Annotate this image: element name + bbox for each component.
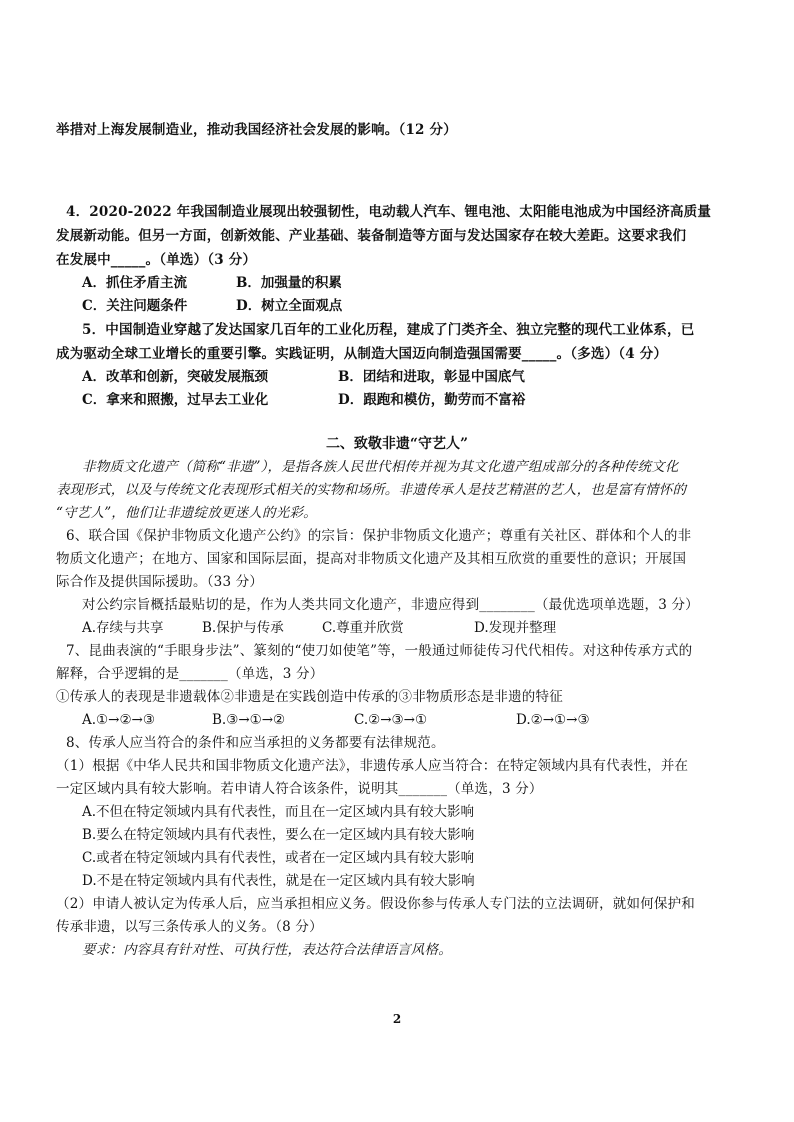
q6-line-3: 际合作及提供国际援助。（33 分） xyxy=(56,574,264,590)
q8-requirement: 要求：内容具有针对性、可执行性，表达符合法律语言风格。 xyxy=(82,942,452,958)
q5-option-b: B．团结和进取，彰显中国底气 xyxy=(338,369,525,385)
q8-sub1-line-2: 一定区域内具有较大影响。若申请人符合该条件，说明其_______（单选，3 分） xyxy=(56,781,543,797)
q6-line-2: 物质文化遗产；在地方、国家和国际层面，提高对非物质文化遗产及其相互欣赏的重要性的意识；开展国 xyxy=(56,551,687,567)
q4-option-c: C．关注问题条件 xyxy=(82,298,188,314)
q8-sub1-line-1: （1）根据《中华人民共和国非物质文化遗产法》，非遗传承人应当符合：在特定领域内具有代表性，并在 xyxy=(56,758,689,774)
q6-option-c: C.尊重并欣赏 xyxy=(322,620,404,636)
section-2-intro-1: 非物质文化遗产（简称“非遗”），是指各族人民世代相传并视为其文化遗产组成部分的各种传统文化 xyxy=(82,459,679,475)
q4-line-2: 发展新动能。但另一方面，创新效能、产业基础、装备制造等方面与发达国家存在较大差距。这要求我们 xyxy=(56,228,687,244)
section-2-title: 二、致敬非遗“守艺人” xyxy=(325,436,469,452)
q8-sub2-line-2: 传承非遗，以写三条传承人的义务。（8 分） xyxy=(56,919,323,935)
q8-option-d: D.不是在特定领域内具有代表性，就是在一定区域内具有较大影响 xyxy=(82,873,475,889)
q4-option-b: B．加强量的积累 xyxy=(236,275,342,291)
q5-option-a: A．改革和创新，突破发展瓶颈 xyxy=(82,369,268,385)
q5-line-2: 成为驱动全球工业增长的重要引擎。实践证明，从制造大国迈向制造强国需要_____。（多选）（4 分） xyxy=(56,346,668,362)
q7-option-c: C.②→③→① xyxy=(354,712,428,728)
q7-option-b: B.③→①→② xyxy=(212,712,286,728)
q6-option-a: A.存续与共享 xyxy=(82,620,164,636)
q4-line-1: 4．2020-2022 年我国制造业展现出较强韧性，电动载人汽车、锂电池、太阳能电池成为中国经济高质量 xyxy=(66,204,712,220)
q7-option-a: A.①→②→③ xyxy=(82,712,155,728)
q8-line-1: 8、传承人应当符合的条件和应当承担的义务都要有法律规范。 xyxy=(66,735,445,751)
q7-line-1: 7、昆曲表演的“手眼身步法”、篆刻的“使刀如使笔”等，一般通过师徒传习代代相传。对这种传承方式的 xyxy=(66,643,693,659)
q4-line-3: 在发展中_____。（单选）（3 分） xyxy=(56,252,257,268)
q6-line-4: 对公约宗旨概括最贴切的是，作为人类共同文化遗产，非遗应得到________（最优选项单选题，3 分） xyxy=(82,597,699,613)
section-2-intro-2: 表现形式，以及与传统文化表现形式相关的实物和场所。非遗传承人是技艺精湛的艺人，也是富有情怀的 xyxy=(56,482,687,498)
q5-line-1: 5．中国制造业穿越了发达国家几百年的工业化历程，建成了门类齐全、独立完整的现代工业体系，已 xyxy=(82,322,695,338)
intro-tail: 举措对上海发展制造业，推动我国经济社会发展的影响。（12 分） xyxy=(56,122,457,138)
q5-option-c: C．拿来和照搬，过早去工业化 xyxy=(82,392,269,408)
q6-option-d: D.发现并整理 xyxy=(474,620,557,636)
q6-option-b: B.保护与传承 xyxy=(202,620,284,636)
page-number: 2 xyxy=(392,1012,402,1026)
q8-option-a: A.不但在特定领域内具有代表性，而且在一定区域内具有较大影响 xyxy=(82,804,475,820)
q6-line-1: 6、联合国《保护非物质文化遗产公约》的宗旨：保护非物质文化遗产；尊重有关社区、群体和个人的非 xyxy=(66,528,692,544)
q8-sub2-line-1: （2）申请人被认定为传承人后，应当承担相应义务。假设你参与传承人专门法的立法调研，就如何保护和 xyxy=(56,896,695,912)
section-2-intro-3: “守艺人”，他们让非遗绽放更迷人的光彩。 xyxy=(56,505,317,521)
q7-line-3: ①传承人的表现是非遗载体②非遗是在实践创造中传承的③非物质形态是非遗的特征 xyxy=(56,689,563,705)
q4-option-a: A．抓住矛盾主流 xyxy=(82,275,187,291)
q7-line-2: 解释，合乎逻辑的是_______（单选，3 分） xyxy=(56,666,324,682)
q5-option-d: D．跟跑和模仿，勤劳而不富裕 xyxy=(338,392,526,408)
q4-option-d: D．树立全面观点 xyxy=(236,298,343,314)
q8-option-b: B.要么在特定领域内具有代表性，要么在一定区域内具有较大影响 xyxy=(82,827,475,843)
q8-option-c: C.或者在特定领域内具有代表性，或者在一定区域内具有较大影响 xyxy=(82,850,475,866)
q7-option-d: D.②→①→③ xyxy=(516,712,590,728)
